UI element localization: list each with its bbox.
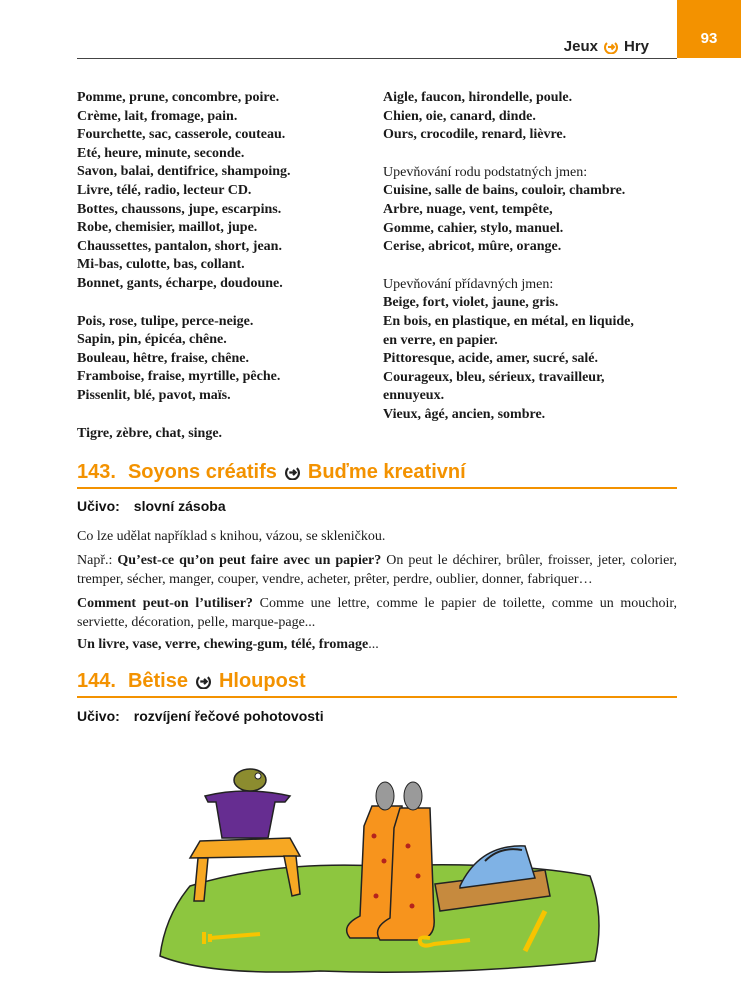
section-title-cz: Hloupost bbox=[218, 670, 306, 692]
word-line: Cerise, abricot, mûre, orange. bbox=[383, 239, 562, 255]
running-header bbox=[564, 38, 649, 55]
word-line: Pomme, prune, concombre, poire. bbox=[77, 90, 280, 105]
word-line: Bottes, chaussons, jupe, escarpins. bbox=[77, 201, 282, 217]
page-number-tab bbox=[677, 0, 741, 58]
topic-value: slovní zásoba bbox=[133, 498, 226, 514]
word-line: Tigre, zèbre, chat, singe. bbox=[77, 425, 223, 441]
section-143-title bbox=[77, 461, 677, 489]
word-line: Pissenlit, blé, pavot, maïs. bbox=[77, 387, 231, 403]
group-heading: Upevňování přídavných jmen: bbox=[383, 276, 554, 292]
topic-label: Učivo: bbox=[77, 708, 120, 724]
topic-label: Učivo: bbox=[77, 498, 120, 514]
right-word-column bbox=[383, 89, 683, 425]
header-divider bbox=[77, 58, 677, 59]
header-section-fr: Jeux bbox=[563, 38, 598, 55]
absurd-picnic-illustration bbox=[150, 766, 610, 981]
word-line: Ours, crocodile, renard, lièvre. bbox=[383, 127, 567, 143]
group-heading: Upevňování rodu podstatných jmen: bbox=[383, 164, 588, 180]
word-line: en verre, en papier. bbox=[383, 332, 498, 348]
section-143-usage bbox=[77, 595, 677, 632]
section-title-cz: Buďme kreativní bbox=[307, 461, 466, 483]
header-section-cz: Hry bbox=[623, 38, 649, 55]
section-143-example bbox=[77, 552, 677, 589]
example-question: Qu’est-ce qu’on peut faire avec un papier? bbox=[117, 553, 382, 568]
word-line: Bouleau, hêtre, fraise, chêne. bbox=[77, 350, 249, 366]
items-list: Un livre, vase, verre, chewing-gum, télé, fromage bbox=[77, 637, 369, 652]
circle-arrow-right-icon bbox=[285, 465, 300, 480]
stool bbox=[190, 838, 300, 858]
section-title-fr: Bêtise bbox=[127, 670, 188, 692]
fish-icon bbox=[234, 769, 266, 791]
word-line: Pois, rose, tulipe, perce-neige. bbox=[77, 313, 254, 329]
example-answer: On peut le déchirer, brûler, froisser, jeter, colorier, tremper, sécher, manger, couper, vendre, acheter, prêter, perdre, oublier, donner, fabriquer… bbox=[77, 553, 677, 587]
page-number: 93 bbox=[700, 30, 718, 47]
left-word-column bbox=[77, 89, 377, 443]
section-144-title bbox=[77, 670, 677, 698]
word-line: En bois, en plastique, en métal, en liquide, bbox=[383, 313, 634, 329]
word-line: Savon, balai, dentifrice, shampoing. bbox=[77, 164, 291, 180]
word-line: Courageux, bleu, sérieux, travailleur, bbox=[383, 369, 605, 385]
section-number: 143. bbox=[77, 461, 116, 483]
word-line: Pittoresque, acide, amer, sucré, salé. bbox=[383, 351, 599, 367]
word-line: Beige, fort, violet, jaune, gris. bbox=[383, 295, 559, 311]
section-title-fr: Soyons créatifs bbox=[127, 461, 277, 483]
word-line: ennuyeux. bbox=[383, 388, 445, 404]
word-line: Gomme, cahier, stylo, manuel. bbox=[383, 220, 564, 236]
usage-answer: Comme une lettre, comme le papier de toilette, comme un mouchoir, serviette, décoration, pelle, marque-page... bbox=[77, 596, 677, 630]
word-line: Fourchette, sac, casserole, couteau. bbox=[77, 127, 286, 143]
usage-question: Comment peut-on l’utiliser? bbox=[77, 596, 253, 611]
circle-arrow-right-icon bbox=[604, 40, 618, 54]
example-label: Např.: bbox=[77, 553, 118, 568]
word-line: Chaussettes, pantalon, short, jean. bbox=[77, 238, 282, 254]
top-hat bbox=[205, 791, 290, 838]
section-number: 144. bbox=[77, 670, 116, 692]
word-line: Bonnet, gants, écharpe, doudoune. bbox=[77, 275, 283, 291]
word-line: Mi-bas, culotte, bas, collant. bbox=[77, 257, 245, 273]
word-line: Eté, heure, minute, seconde. bbox=[77, 145, 245, 161]
word-line: Framboise, fraise, myrtille, pêche. bbox=[77, 369, 281, 385]
word-line: Vieux, âgé, ancien, sombre. bbox=[383, 406, 546, 422]
section-143-intro: Co lze udělat například s knihou, vázou, se skleničkou. bbox=[77, 529, 386, 544]
word-line: Robe, chemisier, maillot, jupe. bbox=[77, 220, 258, 236]
word-line: Cuisine, salle de bains, couloir, chambre. bbox=[383, 183, 626, 199]
word-line: Livre, télé, radio, lecteur CD. bbox=[77, 182, 252, 198]
word-line: Chien, oie, canard, dinde. bbox=[383, 108, 536, 124]
section-143-items bbox=[77, 636, 677, 655]
section-143-topic bbox=[77, 498, 226, 514]
topic-value: rozvíjení řečové pohotovosti bbox=[133, 708, 324, 724]
word-line: Sapin, pin, épicéa, chêne. bbox=[77, 332, 227, 348]
word-line: Arbre, nuage, vent, tempête, bbox=[383, 201, 553, 217]
word-line: Aigle, faucon, hirondelle, poule. bbox=[383, 90, 573, 105]
items-tail: ... bbox=[368, 637, 379, 652]
word-line: Crème, lait, fromage, pain. bbox=[77, 108, 238, 124]
circle-arrow-right-icon bbox=[196, 674, 211, 689]
section-144-topic bbox=[77, 708, 324, 724]
